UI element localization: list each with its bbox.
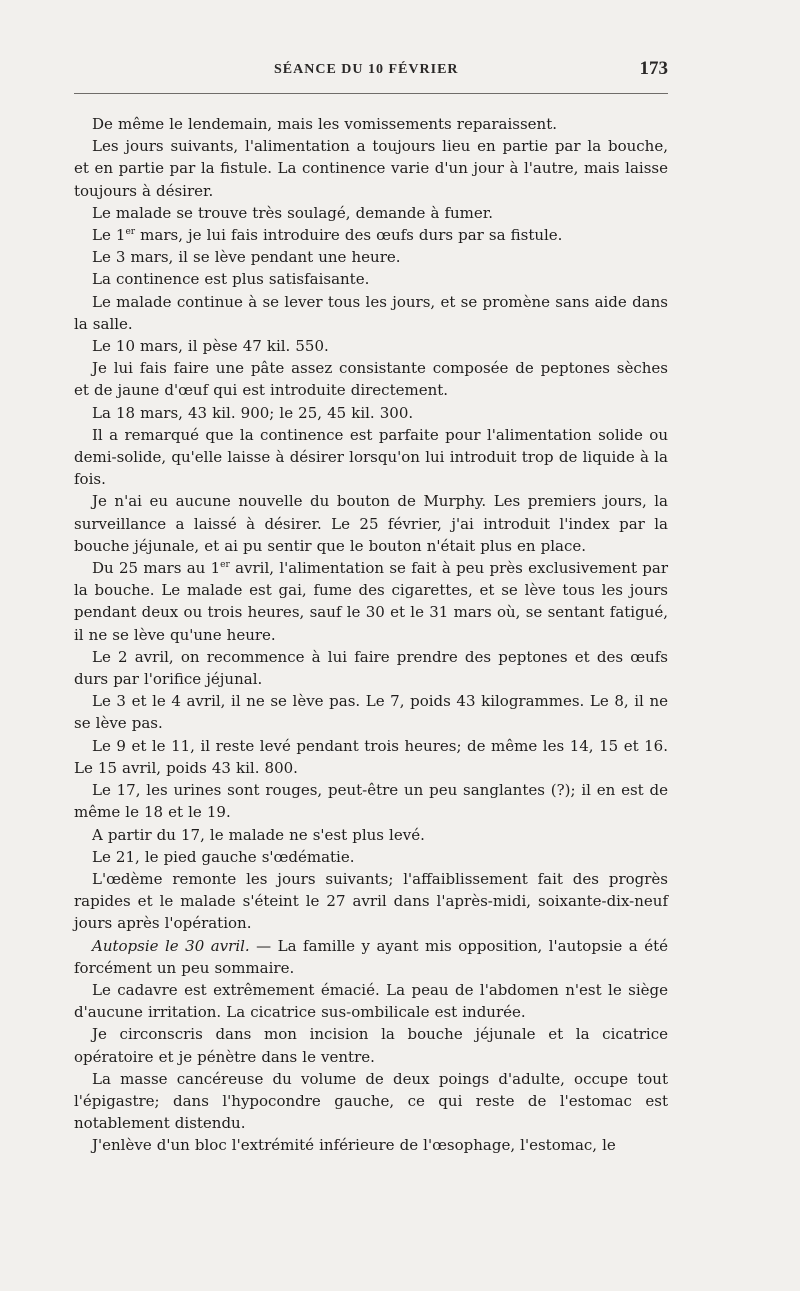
paragraph: Le 10 mars, il pèse 47 kil. 550. (92, 337, 329, 356)
page-number: 173 (639, 58, 668, 79)
paragraph: Le malade continue à se lever tous les jours, et se promène sans aide dans la salle. (74, 292, 668, 333)
header-rule (74, 93, 668, 94)
paragraph: Le 21, le pied gauche s'œdématie. (92, 847, 355, 866)
paragraph: Le 3 mars, il se lève pendant une heure. (92, 248, 401, 267)
paragraph: Les jours suivants, l'alimentation a toujours lieu en partie par la bouche, et en partie par la fistule. La continence varie d'un jour à l'autre, mais laisse toujours à désirer. (74, 137, 668, 200)
paragraph: Du 25 mars au 1er avril, l'alimentation se fait à peu près exclusivement par la bouche. Le malade est gai, fume des cigarettes, et se lève tous les jours pendant deux ou trois heures, sauf le 30 et le 31 mars où, se sentant fatigué, il ne se lève qu'une heure. (74, 559, 669, 644)
paragraph: Le malade se trouve très soulagé, demande à fumer. (92, 203, 494, 222)
paragraph: Le 3 et le 4 avril, il ne se lève pas. Le 7, poids 43 kilogrammes. Le 8, il ne se lève pas. (74, 692, 668, 733)
running-header (74, 52, 668, 82)
paragraph: Le cadavre est extrêmement émacié. La peau de l'abdomen n'est le siège d'aucune irritation. La cicatrice sus-ombilicale est indurée. (74, 980, 668, 1022)
paragraph: Autopsie le 30 avril. — La famille y ayant mis opposition, l'autopsie a été forcément un peu sommaire. (74, 936, 669, 977)
paragraph: A partir du 17, le malade ne s'est plus levé. (92, 825, 425, 844)
paragraph: Le 1er mars, je lui fais introduire des œufs durs par sa fistule. (92, 226, 563, 245)
running-title: SÉANCE DU 10 FÉVRIER (274, 62, 459, 77)
paragraph: La masse cancéreuse du volume de deux poings d'adulte, occupe tout l'épigastre; dans l'hypocondre gauche, ce qui reste de l'estomac est notablement distendu. (74, 1069, 668, 1133)
paragraph: Je n'ai eu aucune nouvelle du bouton de Murphy. Les premiers jours, la surveillance a laissé à désirer. Le 25 février, j'ai introduit l'index par la bouche jéjunale, et ai pu sentir que le bouton n'était plus en place. (74, 492, 668, 555)
paragraph: La 18 mars, 43 kil. 900; le 25, 45 kil. 300. (92, 403, 414, 422)
paragraph: Le 17, les urines sont rouges, peut-être un peu sanglantes (?); il en est de même le 18 et le 19. (74, 781, 668, 822)
paragraph: J'enlève d'un bloc l'extrémité inférieure de l'œsophage, l'estomac, le (92, 1136, 616, 1155)
paragraph: L'œdème remonte les jours suivants; l'affaiblissement fait des progrès rapides et le malade s'éteint le 27 avril dans l'après-midi, soixante-dix-neuf jours après l'opération. (74, 869, 668, 933)
paragraph: De même le lendemain, mais les vomissements reparaissent. (92, 115, 558, 133)
paragraph: Le 2 avril, on recommence à lui faire prendre des peptones et des œufs durs par l'orifice jéjunal. (74, 647, 668, 689)
paragraph: Je circonscris dans mon incision la bouche jéjunale et la cicatrice opératoire et je pénètre dans le ventre. (74, 1025, 668, 1066)
paragraph: La continence est plus satisfaisante. (92, 270, 370, 289)
paragraph: Je lui fais faire une pâte assez consistante composée de peptones sèches et de jaune d'œuf qui est introduite directement. (74, 359, 668, 400)
body-text (74, 113, 668, 1157)
paragraph: Le 9 et le 11, il reste levé pendant trois heures; de même les 14, 15 et 16. Le 15 avril, poids 43 kil. 800. (74, 736, 668, 777)
paragraph: Il a remarqué que la continence est parfaite pour l'alimentation solide ou demi-solide, qu'elle laisse à désirer lorsqu'on lui introduit trop de liquide à la fois. (74, 425, 668, 489)
